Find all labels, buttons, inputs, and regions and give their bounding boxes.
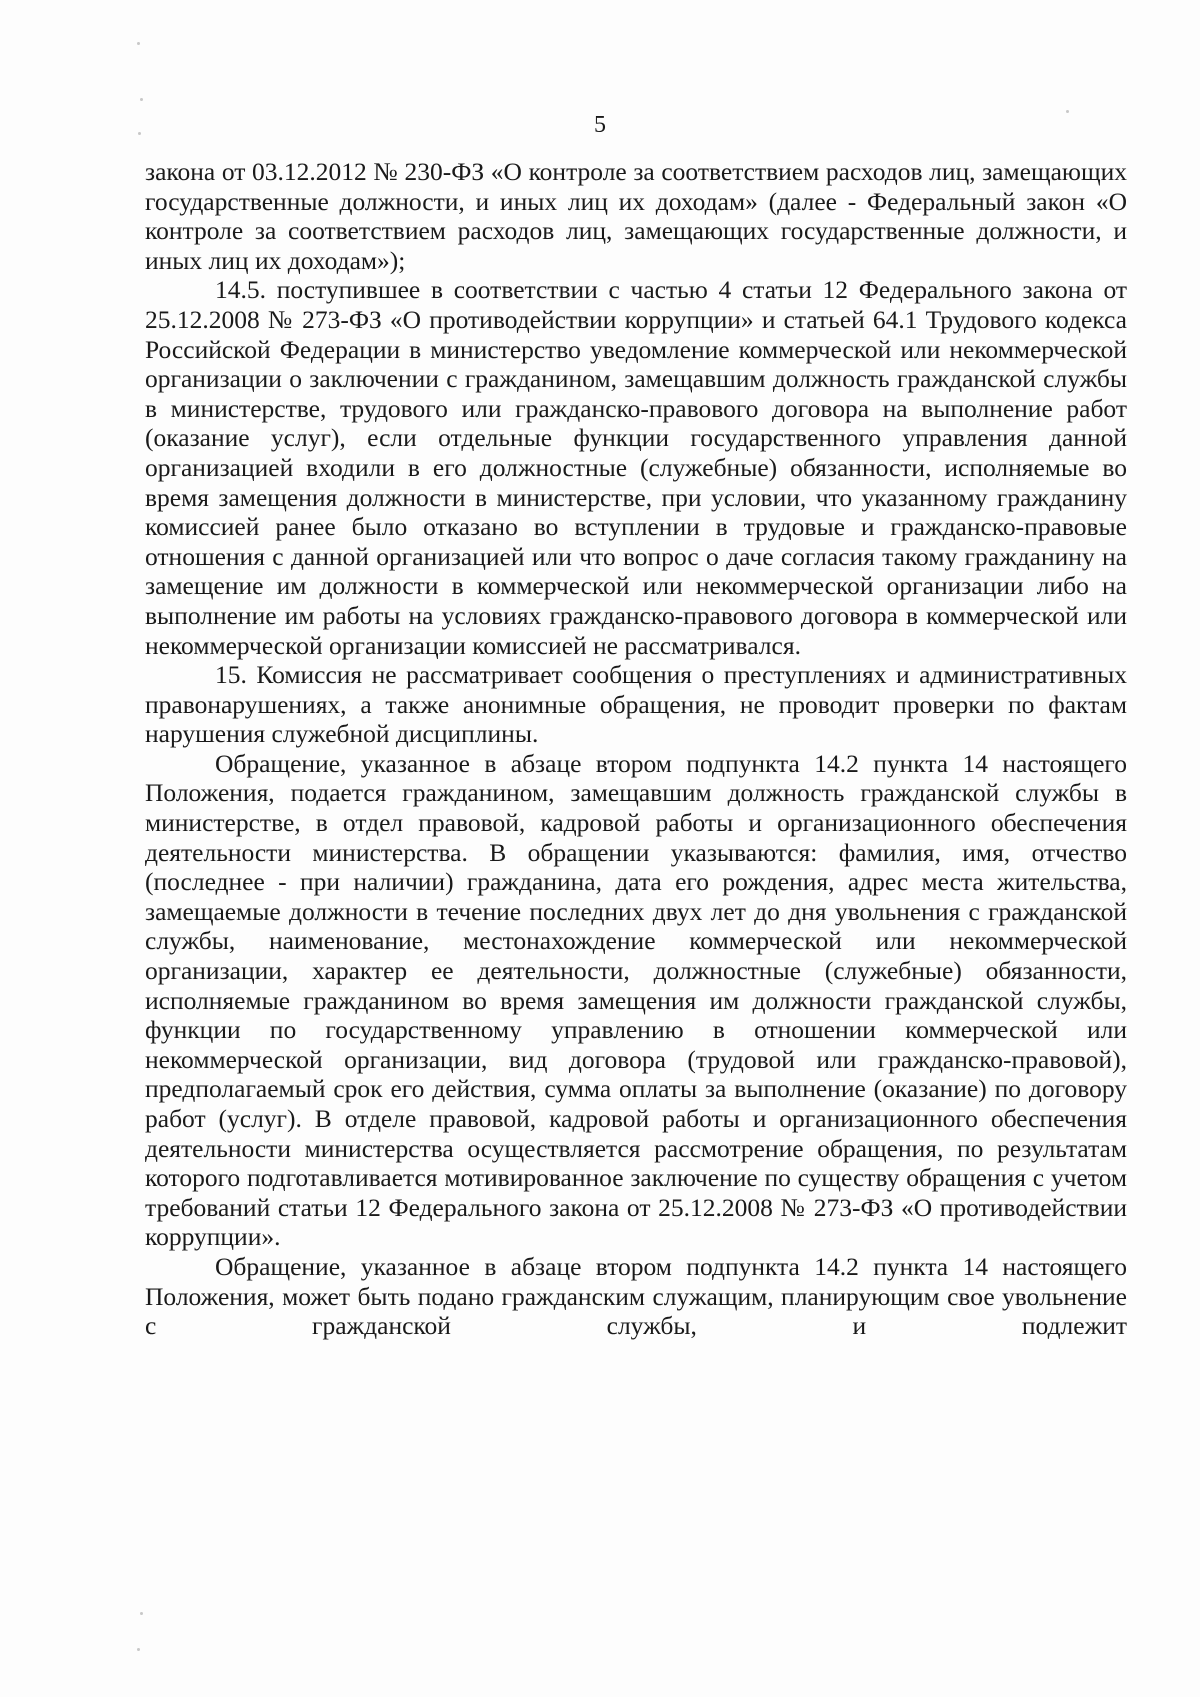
scan-speck: [137, 42, 140, 45]
paragraph-continuation: закона от 03.12.2012 № 230-ФЗ «О контроле за соответствием расходов лиц, замещающих государственные должности, и иных лиц их доходам» (далее - Федеральный закон «О контроле за соответствием расходов лиц, замещающих государственные должности, и иных лиц их доходам»);: [145, 157, 1127, 275]
scan-speck: [140, 1612, 143, 1615]
scan-speck: [137, 1648, 140, 1651]
paragraph-14-5: 14.5. поступившее в соответствии с частью 4 статьи 12 Федерального закона от 25.12.2008 № 273-ФЗ «О противодействии коррупции» и статьей 64.1 Трудового кодекса Российской Федерации в министерство уведомление коммерческой или некоммерческой организации о заключении с гражданином, замещавшим должность гражданской службы в министерстве, трудового или гражданско-правового договора на выполнение работ (оказание услуг), если отдельные функции государственного управления данной организацией входили в его должностные (служебные) обязанности, исполняемые во время замещения должности в министерстве, при условии, что указанному гражданину комиссией ранее было отказано во вступлении в трудовые и гражданско-правовые отношения с данной организацией или что вопрос о даче согласия такому гражданину на замещение им должности в коммерческой или некоммерческой организации либо на выполнение им работы на условиях гражданско-правового договора в коммерческой или некоммерческой организации комиссией не рассматривался.: [145, 275, 1127, 660]
paragraph-15: 15. Комиссия не рассматривает сообщения о преступлениях и административных правонарушениях, а также анонимные обращения, не проводит проверки по фактам нарушения служебной дисциплины.: [145, 660, 1127, 749]
document-body: [145, 157, 1127, 1341]
paragraph-appeal-filing: Обращение, указанное в абзаце втором подпункта 14.2 пункта 14 настоящего Положения, подается гражданином, замещавшим должность гражданской службы в министерстве, в отдел правовой, кадровой работы и организационного обеспечения деятельности министерства. В обращении указываются: фамилия, имя, отчество (последнее - при наличии) гражданина, дата его рождения, адрес места жительства, замещаемые должности в течение последних двух лет до дня увольнения с гражданской службы, наименование, местонахождение коммерческой или некоммерческой организации, характер ее деятельности, должностные (служебные) обязанности, исполняемые гражданином во время замещения им должности гражданской службы, функции по государственному управлению в отношении коммерческой или некоммерческой организации, вид договора (трудовой или гражданско-правовой), предполагаемый срок его действия, сумма оплаты за выполнение (оказание) по договору работ (услуг). В отделе правовой, кадровой работы и организационного обеспечения деятельности министерства осуществляется рассмотрение обращения, по результатам которого подготавливается мотивированное заключение по существу обращения с учетом требований статьи 12 Федерального закона от 25.12.2008 № 273-ФЗ «О противодействии коррупции».: [145, 748, 1127, 1252]
page-number: 5: [594, 112, 606, 138]
paragraph-appeal-by-civil-servant: Обращение, указанное в абзаце втором подпункта 14.2 пункта 14 настоящего Положения, может быть подано гражданским служащим, планирующим свое увольнение с гражданской службы, и подлежит: [145, 1251, 1127, 1341]
scan-speck: [140, 98, 143, 101]
